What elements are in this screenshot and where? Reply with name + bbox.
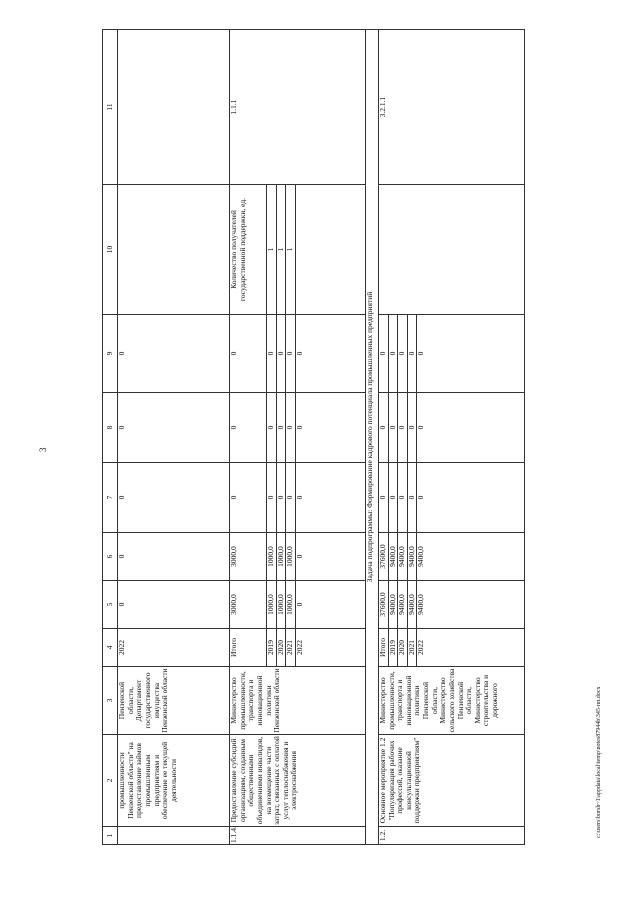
cell-value: 9400,0 [388,581,398,629]
cell-value: 0 [230,393,267,463]
cell-value: 0 [378,393,388,463]
cell-value: 9400,0 [407,581,417,629]
cell-number: 1.1.4. [230,827,366,845]
col-num: 11 [103,30,118,185]
col-num: 1 [103,827,118,845]
cell-value: 0 [286,393,296,463]
col-num: 3 [103,667,118,735]
cell-value: 9400,0 [417,533,525,581]
col-num: 7 [103,463,118,533]
cell-year: 2022 [118,629,230,667]
cell-year: 2020 [398,629,408,667]
cell-value: 9400,0 [398,533,408,581]
cell-value: 0 [267,315,277,393]
cell-value: 0 [388,315,398,393]
cell-value: 0 [286,463,296,533]
cell-value: 0 [398,463,408,533]
cell-indicator: Количество получателей государственной поддержки, ед. [230,185,267,315]
cell-value: 37600,0 [378,581,388,629]
cell-value: 9400,0 [407,533,417,581]
cell-executor: Министерство промышленности, транспорта и инновационной политики Пензенской области [230,667,366,735]
cell-measure: Основное мероприятие 1.2 "Популяризация рабочих профессий, оказание консультационной поддержки предприятиям" [378,735,525,827]
cell-value: 0 [398,315,408,393]
cell-value: 0 [295,393,365,463]
col-num: 5 [103,581,118,629]
cell-value: 0 [118,463,230,533]
cell-executor: Министерство промышленности, транспорта и инновационной политики Пензенской области, Министерство сельского хозяйства Пензенской области, Министерство строительства и дорожного [378,667,525,735]
cell-number: 1.2. [378,827,525,845]
cell-measure: промышленности Пензенской области" на предоставление займов промышленным предприятиям и обеспечение ее текущей деятельности [118,735,230,827]
cell-value: 0 [286,315,296,393]
cell-value: 0 [267,393,277,463]
column-number-row [103,30,118,845]
cell-value: 0 [230,315,267,393]
cell-year: 2019 [388,629,398,667]
cell-value: 0 [118,315,230,393]
cell-value: 0 [276,393,286,463]
cell-value: 1 [267,185,277,315]
cell-year: Итого [230,629,267,667]
cell-value: 0 [276,315,286,393]
cell-value: 9400,0 [398,581,408,629]
cell-value: 1000,0 [286,581,296,629]
cell-value: 0 [388,463,398,533]
cell-value: 1 [276,185,286,315]
rotated-table-container [102,30,615,845]
cell-value: 1000,0 [276,581,286,629]
cell-year: 2022 [417,629,525,667]
cell-value: 1 [286,185,296,315]
task-heading: Задача подпрограммы: Формирование кадрового потенциала промышленных предприятий [365,30,378,845]
col-num: 2 [103,735,118,827]
cell-value: 1000,0 [267,581,277,629]
col-num: 10 [103,185,118,315]
cell-ref: 1.1.1 [230,30,366,185]
cell-value: 0 [267,463,277,533]
cell-value: 0 [118,581,230,629]
cell-value [295,185,365,315]
cell-value: 0 [295,463,365,533]
col-num: 6 [103,533,118,581]
cell-value: 0 [378,463,388,533]
col-num: 8 [103,393,118,463]
table-row [118,30,230,845]
table-row [378,30,388,845]
cell-value: 0 [378,315,388,393]
footer-file-path: c:\users\borsh~1\appdata\local\temp\notes87944b\345-пп.docx [596,686,602,838]
cell-value: 0 [118,533,230,581]
cell-measure: Предоставление субсидий организациям, созданным общественными объединениями инвалидов, на возмещение части затрат, связанных с оплатой услуг теплоснабжения и электроснабжения [230,735,366,827]
cell-value: 1000,0 [267,533,277,581]
page-number: 3 [38,447,48,452]
cell-value: 0 [417,393,525,463]
cell-value: 0 [388,393,398,463]
task-row [365,30,378,845]
cell-year: 2020 [276,629,286,667]
table-row [230,30,267,845]
cell-ref: 3.2.1.1 [378,30,525,185]
cell-executor: Пензенской области, Департамент государственного имущества Пензенской области [118,667,230,735]
cell-year: 2021 [407,629,417,667]
cell-value: 0 [276,463,286,533]
cell-value: 9400,0 [417,581,525,629]
cell-value: 9400,0 [388,533,398,581]
cell-value: 3000,0 [230,533,267,581]
cell-year: 2019 [267,629,277,667]
program-table [102,29,525,845]
col-num: 4 [103,629,118,667]
cell-value: 0 [230,463,267,533]
cell-value: 37600,0 [378,533,388,581]
col-num: 9 [103,315,118,393]
cell-value: 0 [118,393,230,463]
cell-year: 2021 [286,629,296,667]
cell-year: Итого [378,629,388,667]
cell-value: 0 [417,463,525,533]
cell-year: 2022 [295,629,365,667]
cell-value: 0 [295,315,365,393]
cell-value: 0 [295,533,365,581]
cell-value: 0 [295,581,365,629]
cell-value: 1000,0 [276,533,286,581]
cell-value: 1000,0 [286,533,296,581]
cell-value: 0 [407,315,417,393]
cell-value: 0 [407,393,417,463]
cell-value: 0 [398,393,408,463]
cell-value: 3000,0 [230,581,267,629]
cell-value: 0 [407,463,417,533]
cell-value: 0 [417,315,525,393]
